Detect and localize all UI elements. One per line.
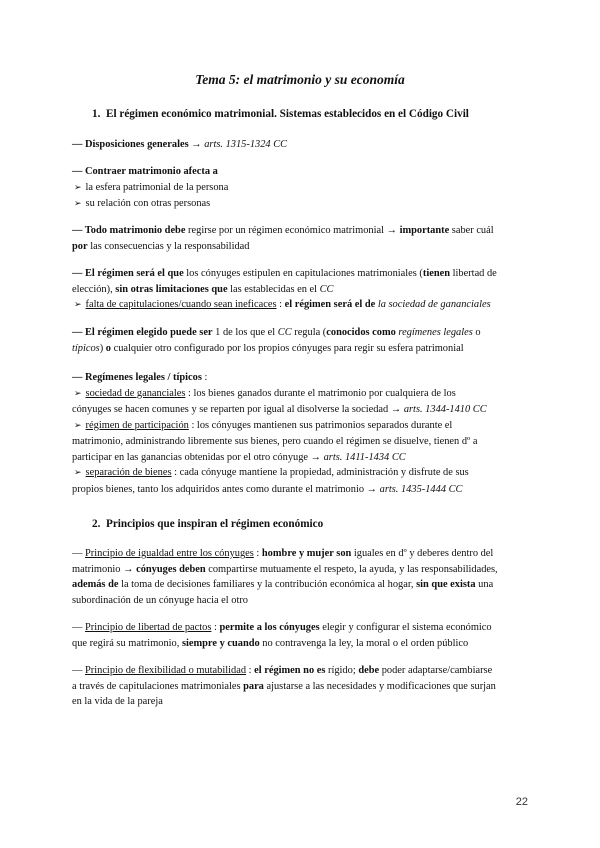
text-span: Principio de flexibilidad o mutabilidad bbox=[85, 665, 247, 676]
text-span: permite a los cónyuges bbox=[219, 622, 320, 633]
text-span: : bbox=[253, 548, 262, 559]
text-span: régimen de participación bbox=[85, 419, 189, 431]
text-span: cualquier otro configurado por los propios cónyuges para regir su esfera patrimonial bbox=[110, 342, 464, 354]
text-span: : bbox=[211, 622, 220, 633]
text-span: cónyuges deben bbox=[136, 563, 206, 575]
principio-libertad bbox=[72, 620, 528, 651]
text-span: propios bienes, tanto los adquiridos antes como durante el matrimonio → bbox=[72, 483, 380, 495]
arrow-bullet-icon bbox=[72, 299, 86, 310]
arrow-bullet-icon bbox=[72, 388, 86, 399]
text-span: ajustarse a las necesidades y modificaciones que surjan bbox=[263, 680, 496, 692]
text-span: típicos bbox=[72, 342, 100, 354]
text-span: — bbox=[72, 665, 85, 676]
principio-igualdad bbox=[72, 546, 528, 608]
regimen-paragraph bbox=[72, 266, 528, 314]
text-span: compartirse mutuamente el respeto, la ayuda, y las responsabilidades, bbox=[205, 563, 498, 575]
text-span: la esfera patrimonial de la persona bbox=[85, 181, 229, 193]
todo-matrimonio-paragraph bbox=[72, 223, 528, 254]
text-span: hombre y mujer son bbox=[261, 548, 352, 559]
text-span: o bbox=[472, 327, 481, 338]
text-span: los cónyuges estipulen en capitulaciones matrimoniales ( bbox=[183, 268, 423, 279]
text-span: tienen bbox=[422, 268, 451, 279]
text-span: elección), bbox=[72, 283, 116, 295]
text-span: — El régimen elegido puede ser bbox=[72, 327, 213, 338]
text-span: las establecidas en el bbox=[227, 283, 320, 295]
text-span: arts. 1315-1324 CC bbox=[204, 139, 288, 150]
page-number: 22 bbox=[515, 796, 528, 808]
text-span: El régimen económico matrimonial. Sistemas establecidos en el Código Civil bbox=[105, 108, 469, 120]
section-1-heading bbox=[92, 108, 469, 120]
text-span: el régimen será el de bbox=[284, 299, 376, 310]
regimenes-legales bbox=[72, 370, 528, 497]
text-span: : bbox=[201, 372, 208, 383]
text-span: Principios que inspiran el régimen económico bbox=[105, 518, 324, 530]
contraer-matrimonio bbox=[72, 164, 528, 213]
text-span: el régimen no es bbox=[254, 665, 326, 676]
text-span: por bbox=[72, 240, 88, 252]
text-span: : los cónyuges mantienen sus patrimonios separados durante el bbox=[188, 419, 453, 431]
text-span: separación de bienes bbox=[85, 467, 172, 478]
text-span: su relación con otras personas bbox=[85, 198, 211, 209]
text-span: o bbox=[105, 342, 111, 354]
text-span: : los bienes ganados durante el matrimonio por cualquiera de los bbox=[185, 387, 456, 399]
text-span: una bbox=[475, 579, 494, 590]
text-span: libertad de bbox=[450, 268, 497, 279]
arrow-bullet-icon bbox=[72, 198, 86, 209]
arrow-bullet-icon bbox=[72, 467, 86, 478]
text-span: regímenes legales bbox=[395, 327, 473, 338]
text-span: — Contraer matrimonio afecta a bbox=[72, 166, 218, 177]
text-span: : bbox=[276, 299, 285, 310]
text-span: arts. 1435-1444 CC bbox=[379, 483, 463, 495]
text-span: 1. bbox=[92, 108, 101, 120]
text-span: Principio de igualdad entre los cónyuges bbox=[85, 548, 254, 559]
text-span: la sociedad de gananciales bbox=[375, 299, 491, 310]
text-span: regula ( bbox=[291, 327, 327, 338]
text-span: debe bbox=[358, 665, 380, 676]
text-span: además de bbox=[72, 579, 119, 590]
text-span: ) bbox=[99, 342, 106, 354]
text-span: — bbox=[72, 139, 83, 150]
text-span: falta de capitulaciones/cuando sean ineficaces bbox=[85, 299, 277, 310]
text-span: Principio de libertad de pactos bbox=[85, 622, 212, 633]
text-span: — bbox=[72, 548, 85, 559]
text-span: CC bbox=[319, 283, 334, 295]
text-span: — Regímenes legales / típicos bbox=[72, 372, 202, 383]
text-span: 2. bbox=[92, 518, 101, 530]
text-span: sin otras limitaciones que bbox=[115, 283, 228, 295]
text-span: rígido; bbox=[325, 665, 359, 676]
text-span: importante bbox=[399, 225, 450, 236]
text-span: arts. 1344-1410 CC bbox=[403, 404, 487, 415]
text-span: iguales en dº y deberes dentro del bbox=[351, 548, 494, 559]
list-item bbox=[72, 196, 528, 213]
text-span: conocidos como bbox=[326, 327, 396, 338]
text-span: → bbox=[191, 139, 202, 150]
text-span: saber cuál bbox=[449, 225, 494, 236]
text-span: las consecuencias y la responsabilidad bbox=[87, 240, 250, 252]
arrow-bullet-icon bbox=[72, 420, 86, 431]
text-span: sociedad de gananciales bbox=[85, 387, 186, 399]
text-span: la toma de decisiones familiares y la contribución económica al hogar, bbox=[118, 579, 417, 590]
text-span: matrimonio → bbox=[72, 563, 137, 575]
text-span: 1 de los que el bbox=[212, 327, 278, 338]
text-span: a través de capitulaciones matrimoniales bbox=[72, 680, 244, 692]
text-span: subordinación de un cónyuge hacia el otro bbox=[72, 594, 249, 606]
text-span: siempre y cuando bbox=[181, 637, 260, 649]
section-2-heading bbox=[92, 518, 323, 530]
text-span: Disposiciones generales bbox=[85, 139, 189, 150]
page-title: Tema 5: el matrimonio y su economía bbox=[195, 72, 405, 87]
text-span: cónyuges se hacen comunes y se reparten por igual al disolverse la sociedad → bbox=[72, 404, 404, 415]
text-span: participar en las ganancias obtenidas por el otro cónyuge → bbox=[72, 451, 324, 463]
text-span: — El régimen será el que bbox=[72, 268, 184, 279]
text-span: matrimonio, administrando libremente sus bienes, pero cuando el régimen se disuelve, tienen dº a bbox=[72, 436, 478, 447]
text-span: : bbox=[246, 665, 255, 676]
text-span: en la vida de la pareja bbox=[72, 696, 163, 707]
text-span: — Todo matrimonio debe bbox=[72, 225, 186, 236]
text-span: poder adaptarse/cambiarse bbox=[379, 665, 493, 676]
arrow-bullet-icon bbox=[72, 182, 86, 193]
text-span: elegir y configurar el sistema económico bbox=[319, 622, 492, 633]
text-span: sin que exista bbox=[416, 579, 476, 590]
list-item bbox=[72, 180, 528, 197]
text-span: no contravenga la ley, la moral o el orden público bbox=[259, 637, 469, 649]
text-span: : cada cónyuge mantiene la propiedad, administración y disfrute de sus bbox=[171, 467, 469, 478]
disposiciones-generales bbox=[72, 137, 528, 153]
text-span: CC bbox=[277, 327, 292, 338]
principio-flexibilidad bbox=[72, 663, 528, 710]
text-span: arts. 1411-1434 CC bbox=[323, 451, 406, 463]
text-span: — bbox=[72, 622, 85, 633]
text-span: regirse por un régimen económico matrimonial → bbox=[185, 225, 400, 236]
text-span: para bbox=[243, 680, 264, 692]
text-span: que regirá su matrimonio, bbox=[72, 637, 182, 649]
regimen-elegido-paragraph bbox=[72, 325, 528, 356]
